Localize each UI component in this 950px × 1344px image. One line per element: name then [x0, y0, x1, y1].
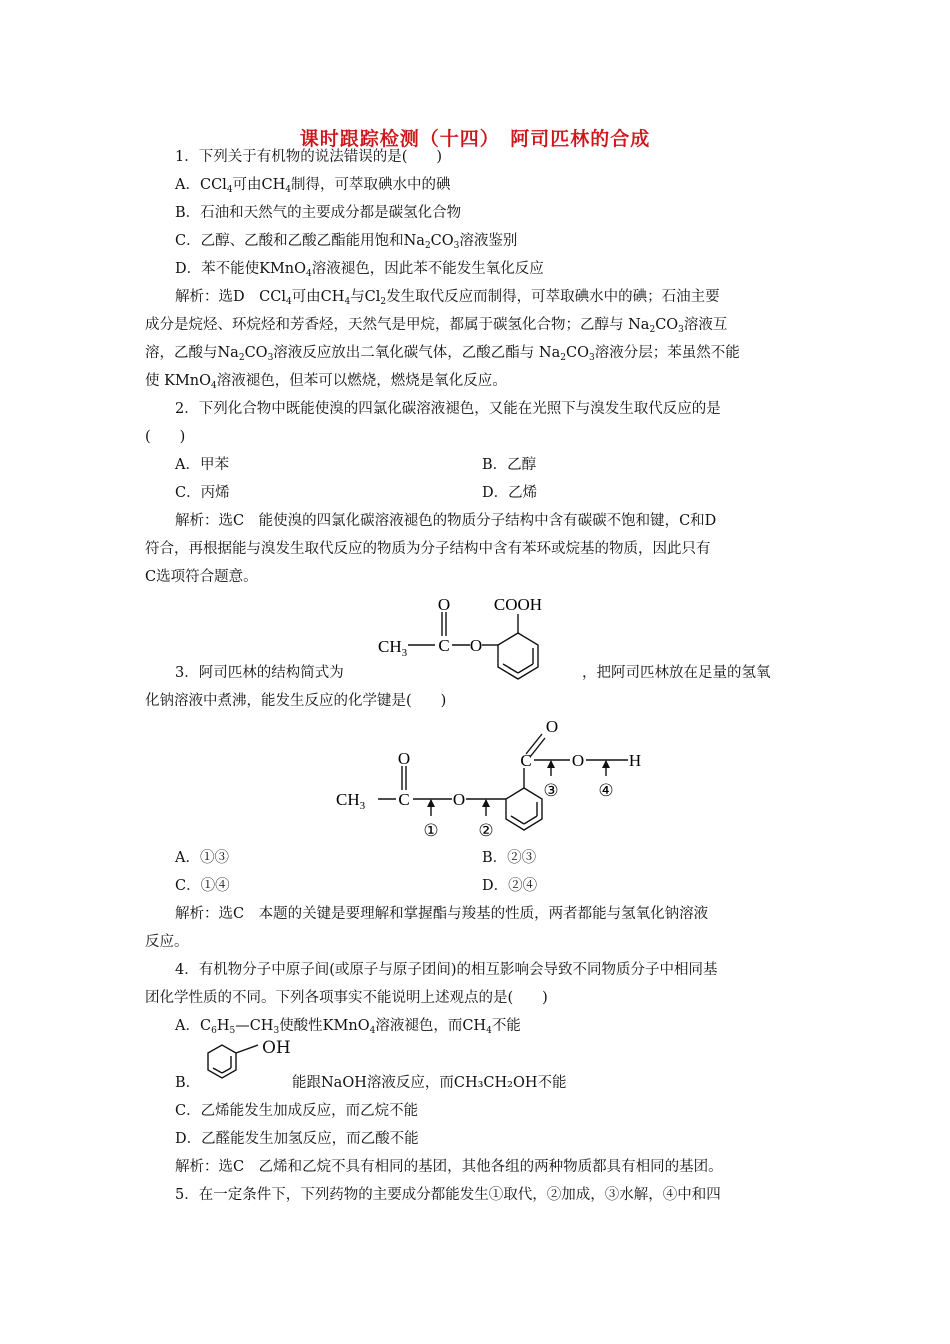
bond-label-1: ① [423, 821, 439, 840]
mol2-oxygen-hydroxyl: O [571, 751, 585, 770]
q1-analysis-line4: 使 KMnO$_4$溶液褪色，但苯可以燃烧，燃烧是氧化反应。 [145, 373, 507, 391]
q2-analysis-line2: 符合，再根据能与溴发生取代反应的物质为分子结构中含有苯环或烷基的物质，因此只有 [145, 541, 711, 557]
q4-stem-line2: 团化学性质的不同。下列各项事实不能说明上述观点的是( ) [145, 990, 548, 1006]
q4-analysis: 解析：选C 乙烯和乙烷不具有相同的基团，其他各组的两种物质都具有相同的基团。 [175, 1159, 723, 1175]
q5-stem: 5．在一定条件下，下列药物的主要成分都能发生①取代，②加成，③水解，④中和四 [175, 1187, 721, 1203]
q2-analysis-line3: C选项符合题意。 [145, 569, 258, 585]
q4-option-d: D．乙醛能发生加氢反应，而乙酸不能 [175, 1131, 419, 1147]
q1-option-c: C．乙醇、乙酸和乙酸乙酯能用饱和$Na_2CO_3$溶液鉴别 [175, 233, 518, 251]
q3-option-c: C．①④ [175, 878, 230, 894]
aspirin-bond-diagram [330, 712, 660, 847]
bond-label-3: ③ [543, 781, 559, 800]
q2-option-a: A．甲苯 [175, 457, 229, 473]
aspirin-structure [370, 588, 590, 684]
mol1-oxygen-top: O [437, 595, 451, 614]
mol1-oxygen-ester: O [469, 636, 483, 655]
q1-stem: 1．下列关于有机物的说法错误的是( ) [175, 149, 443, 165]
q4-option-c: C．乙烯能发生加成反应，而乙烷不能 [175, 1103, 419, 1119]
mol2-oxygen-ester: O [452, 790, 466, 809]
q4-option-b-label: B． [175, 1075, 201, 1091]
q3-stem-line2: 化钠溶液中煮沸，能发生反应的化学键是( ) [145, 693, 447, 709]
q4-option-b: 能跟NaOH溶液反应，而CH₃CH₂OH不能 [292, 1075, 567, 1091]
q2-option-c: C．丙烯 [175, 485, 230, 501]
q3-option-a: A．①③ [175, 850, 229, 866]
q1-option-b: B．石油和天然气的主要成分都是碳氢化合物 [175, 205, 462, 221]
mol2-hydrogen: H [628, 751, 642, 770]
mol2-carbon-ester: C [398, 790, 410, 809]
page-title: 课时跟踪检测（十四） 阿司匹林的合成 [299, 128, 651, 150]
q2-stem-line1: 2．下列化合物中既能使溴的四氯化碳溶液褪色，又能在光照下与溴发生取代反应的是 [175, 401, 721, 417]
q4-option-a: A．$C_6H_5—CH_3$使酸性KMnO$_4$溶液褪色，而$CH_4$不能 [175, 1018, 521, 1036]
q2-analysis-line1: 解析：选C 能使溴的四氯化碳溶液褪色的物质分子结构中含有碳碳不饱和键，C和D [175, 513, 717, 529]
bond-label-2: ② [478, 821, 494, 840]
q2-stem-line2: ( ) [145, 429, 186, 445]
q1-analysis-line2: 成分是烷烃、环烷烃和芳香烃，天然气是甲烷，都属于碳氢化合物；乙醇与 $Na_2CO_3$溶液互 [145, 317, 728, 335]
q1-option-a: A．CCl$_4$可由$CH_4$制得，可萃取碘水中的碘 [175, 177, 451, 195]
q3-analysis-line1: 解析：选C 本题的关键是要理解和掌握酯与羧基的性质，两者都能与氢氧化钠溶液 [175, 906, 709, 922]
q2-option-b: B．乙醇 [482, 457, 537, 473]
phenol-oh: OH [262, 1038, 291, 1058]
q3-option-b: B．②③ [482, 850, 537, 866]
q3-stem-part2: ，把阿司匹林放在足量的氢氧 [582, 665, 771, 681]
mol1-cooh: COOH [493, 595, 543, 614]
mol2-oxygen-ester-top: O [397, 749, 411, 768]
mol2-oxygen-acid-top: O [545, 717, 559, 736]
q4-stem-line1: 4．有机物分子中原子间(或原子与原子团间)的相互影响会导致不同物质分子中相同基 [175, 962, 718, 978]
q3-stem-part1: 3．阿司匹林的结构简式为 [175, 665, 344, 681]
bond-label-4: ④ [598, 781, 614, 800]
mol2-carbon-acid: C [520, 751, 532, 770]
mol1-carbon: C [438, 636, 450, 655]
q2-option-d: D．乙烯 [482, 485, 538, 501]
q3-option-d: D．②④ [482, 878, 538, 894]
mol1-ch3: $CH_3$ [378, 637, 408, 659]
q1-option-d: D．苯不能使KMnO$_4$溶液褪色，因此苯不能发生氧化反应 [175, 261, 544, 279]
mol2-ch3: $CH_3$ [336, 790, 366, 812]
q1-analysis-line1: 解析：选D CCl$_4$可由$CH_4$与$Cl_2$发生取代反应而制得，可萃取碘水中的碘；石油主要 [175, 289, 720, 307]
q1-analysis-line3: 溶，乙酸与$Na_2CO_3$溶液反应放出二氧化碳气体，乙酸乙酯与 $Na_2CO_3$溶液分层；苯虽然不能 [145, 345, 740, 363]
q3-analysis-line2: 反应。 [145, 934, 189, 950]
